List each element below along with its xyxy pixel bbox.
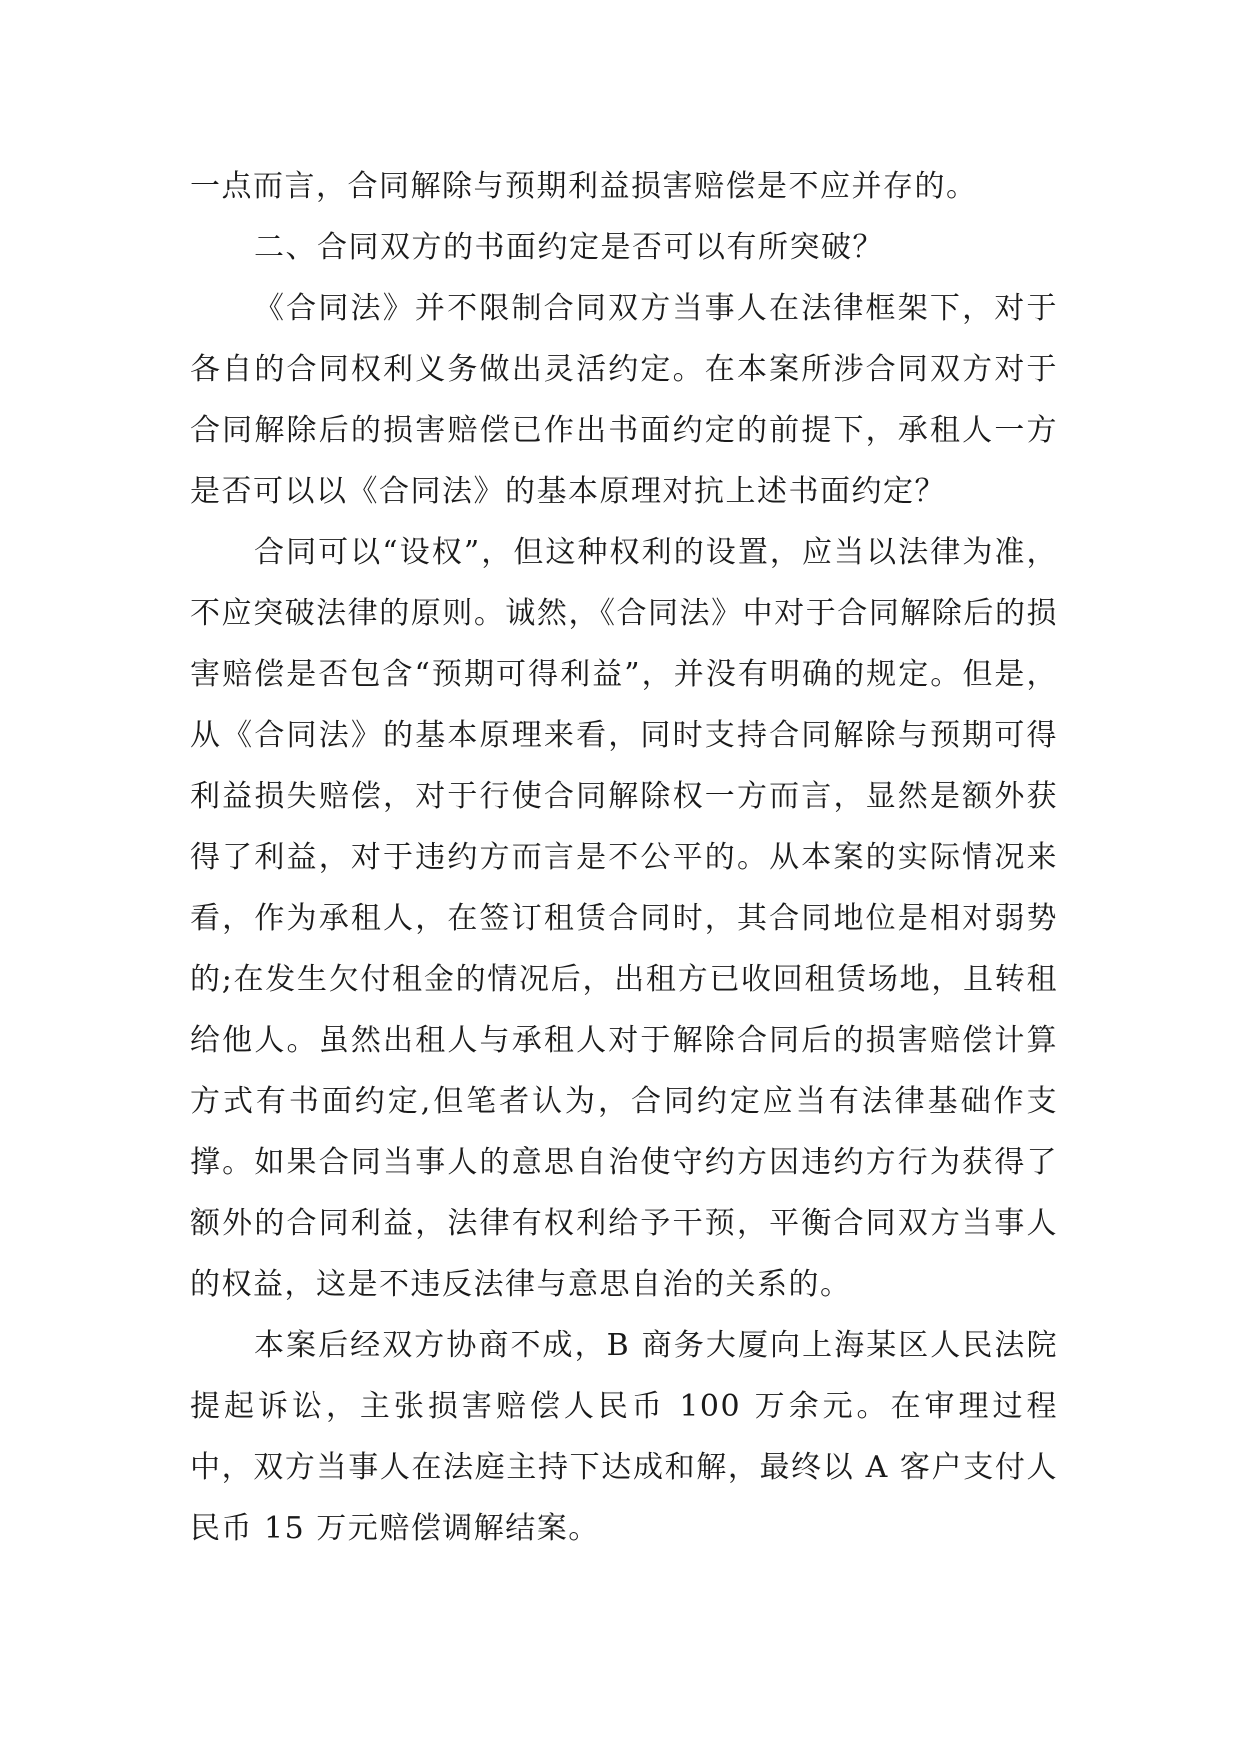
paragraph-3: 《合同法》并不限制合同双方当事人在法律框架下，对于各自的合同权利义务做出灵活约定。在本案所涉合同双方对于合同解除后的损害赔偿已作出书面约定的前提下，承租人一方是否可以以《合同法》的基本原理对抗上述书面约定？ xyxy=(190,291,1058,509)
paragraph-1: 一点而言，合同解除与预期利益损害赔偿是不应并存的。 xyxy=(190,169,978,204)
section-heading: 二、合同双方的书面约定是否可以有所突破？ xyxy=(254,230,884,265)
paragraph-5: 本案后经双方协商不成，B 商务大厦向上海某区人民法院提起诉讼，主张损害赔偿人民币 100 万余元。在审理过程中，双方当事人在法庭主持下达成和解，最终以 A 客户支付人民币 15 万元赔偿调解结案。 xyxy=(190,1328,1058,1546)
paragraph-4: 合同可以“设权”，但这种权利的设置，应当以法律为准，不应突破法律的原则。诚然，《合同法》中对于合同解除后的损害赔偿是否包含“预期可得利益”，并没有明确的规定。但是，从《合同法》的基本原理来看，同时支持合同解除与预期可得利益损失赔偿，对于行使合同解除权一方而言，显然是额外获得了利益，对于违约方而言是不公平的。从本案的实际情况来看，作为承租人，在签订租赁合同时，其合同地位是相对弱势的;在发生欠付租金的情况后，出租方已收回租赁场地，且转租给他人。虽然出租人与承租人对于解除合同后的损害赔偿计算方式有书面约定,但笔者认为，合同约定应当有法律基础作支撑。如果合同当事人的意思自治使守约方因违约方行为获得了额外的合同利益，法律有权利给予干预，平衡合同双方当事人的权益，这是不违反法律与意思自治的关系的。 xyxy=(190,535,1058,1302)
document-body xyxy=(190,156,1058,1559)
